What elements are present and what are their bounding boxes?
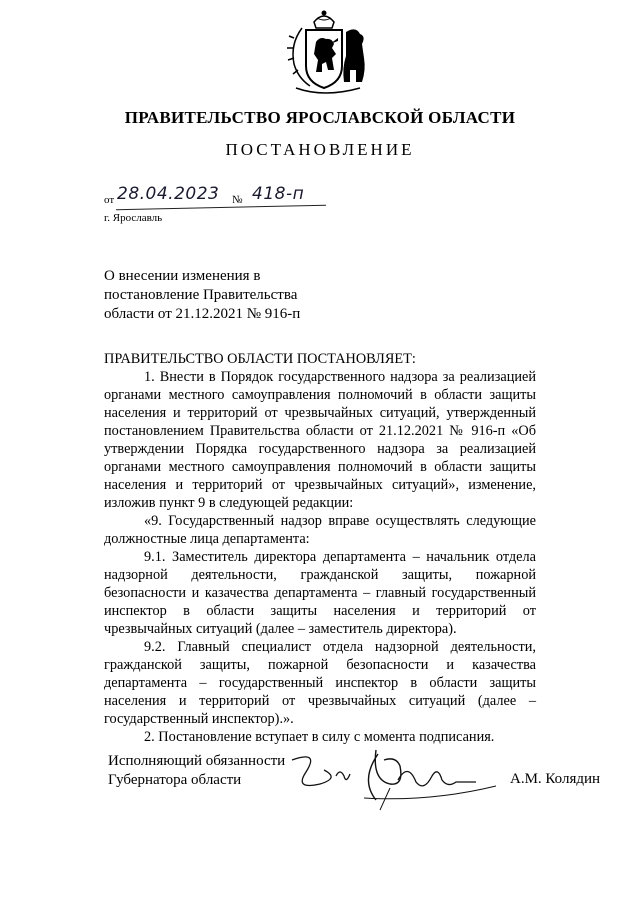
signatory-name: А.М. Колядин [510,771,601,787]
signatory-title [108,752,285,790]
from-label: от [104,194,115,206]
date-number-line [104,184,364,212]
city: г. Ярославль [104,212,163,224]
signatory-title-line: Исполняющий обязанности [108,753,286,769]
subject-block [104,267,404,324]
paragraph-9: «9. Государственный надзор вправе осуществлять следующие должностные лица департамента: [104,513,536,547]
document-number: 418-п [252,184,305,204]
paragraph-1: 1. Внести в Порядок государственного надзора за реализацией органами местного самоуправления полномочий в области защиты населения и территорий от чрезвычайных ситуаций, утвержденный постановлением Правительства области от 21.12.2021 № 916-п «Об утверждении Порядка государственного надзора за реализацией органами местного самоуправления полномочий в области защиты населения и территорий от чрезвычайных ситуаций», изменение, изложив пункт 9 в следующей редакции: [104,369,536,511]
number-label: № [232,194,243,206]
government-title: ПРАВИТЕЛЬСТВО ЯРОСЛАВСКОЙ ОБЛАСТИ [124,108,516,127]
paragraph-2: 2. Постановление вступает в силу с момента подписания. [144,729,495,745]
coat-of-arms-icon [276,8,372,94]
subject-line: области от 21.12.2021 № 916-п [104,306,301,322]
subject-line: постановление Правительства [104,287,298,303]
resolution-heading: ПРАВИТЕЛЬСТВО ОБЛАСТИ ПОСТАНОВЛЯЕТ: [104,351,416,367]
paragraph-9-1: 9.1. Заместитель директора департамента – начальник отдела надзорной деятельности, гражданской защиты, пожарной безопасности и казачества департамента – главный государственный инспектор в области защиты населения и территорий от чрезвычайных ситуаций (далее – заместитель директора). [104,549,536,637]
document-type: ПОСТАНОВЛЕНИЕ [225,140,415,159]
document-date: 28.04.2023 [117,184,220,204]
subject-line: О внесении изменения в [104,268,261,284]
date-underline [116,205,326,210]
signatory-title-line: Губернатора области [108,772,242,788]
document-body [104,350,536,746]
handwritten-signature [280,740,510,812]
paragraph-9-2: 9.2. Главный специалист отдела надзорной деятельности, гражданской защиты, пожарной безопасности и казачества департамента – государственный инспектор в области защиты населения и территорий от чрезвычайных ситуаций (далее – государственный инспектор).». [104,639,536,727]
